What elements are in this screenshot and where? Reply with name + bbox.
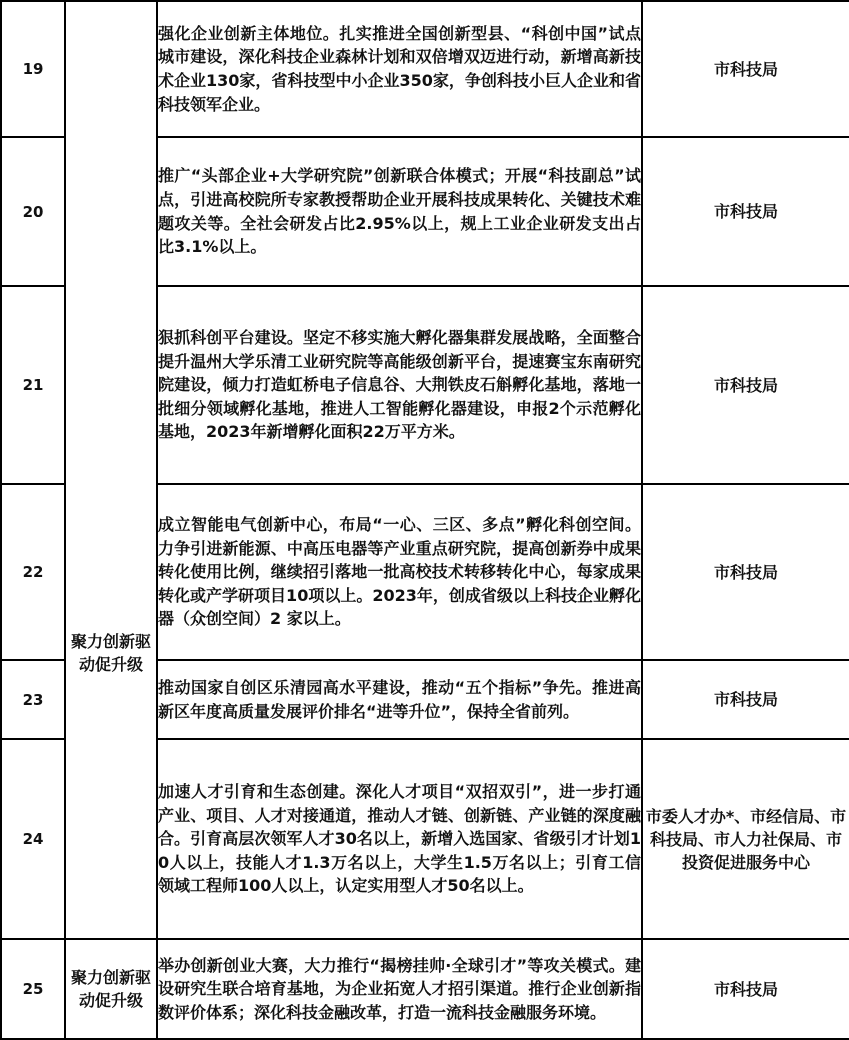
responsible-unit: 市科技局 xyxy=(642,939,849,1039)
table-row xyxy=(1,939,849,1039)
responsible-unit: 市委人才办*、市经信局、市科技局、市人力社保局、市投资促进服务中心 xyxy=(642,739,849,939)
row-number: 21 xyxy=(1,286,65,484)
task-content: 加速人才引育和生态创建。深化人才项目“双招双引”，进一步打通产业、项目、人才对接通道，推动人才链、创新链、产业链的深度融合。引育高层次领军人才30名以上，新增入选国家、省级引才计划10人以上，技能人才1.3万名以上，大学生1.5万名以上；引育工信领域工程师100人以上，认定实用型人才50名以上。 xyxy=(157,739,642,939)
responsible-unit: 市科技局 xyxy=(642,286,849,484)
row-number: 25 xyxy=(1,939,65,1039)
table-row xyxy=(1,1,849,137)
responsible-unit: 市科技局 xyxy=(642,137,849,286)
row-number: 23 xyxy=(1,660,65,739)
category-cell xyxy=(65,1,157,939)
task-content: 强化企业创新主体地位。扎实推进全国创新型县、“科创中国”试点城市建设，深化科技企业森林计划和双倍增双迈进行动，新增高新技术企业130家，省科技型中小企业350家，争创科技小巨人企业和省科技领军企业。 xyxy=(157,1,642,137)
category-label: 聚力创新驱动促升级 xyxy=(70,632,151,674)
category-label: 聚力创新驱动促升级 xyxy=(70,968,151,1010)
row-number: 22 xyxy=(1,484,65,660)
responsible-unit: 市科技局 xyxy=(642,484,849,660)
task-content: 举办创新创业大赛，大力推行“揭榜挂帅·全球引才”等攻关模式。建设研究生联合培育基地，为企业拓宽人才招引渠道。推行企业创新指数评价体系；深化科技金融改革，打造一流科技金融服务环境。 xyxy=(157,939,642,1039)
responsible-unit: 市科技局 xyxy=(642,660,849,739)
row-number: 19 xyxy=(1,1,65,137)
category-cell xyxy=(65,939,157,1039)
task-content: 推广“头部企业+大学研究院”创新联合体模式；开展“科技副总”试点，引进高校院所专家教授帮助企业开展科技成果转化、关键技术难题攻关等。全社会研发占比2.95%以上，规上工业企业研发支出占比3.1%以上。 xyxy=(157,137,642,286)
row-number: 20 xyxy=(1,137,65,286)
task-content: 推动国家自创区乐清园高水平建设，推动“五个指标”争先。推进高新区年度高质量发展评价排名“进等升位”，保持全省前列。 xyxy=(157,660,642,739)
responsible-unit: 市科技局 xyxy=(642,1,849,137)
row-number: 24 xyxy=(1,739,65,939)
task-content: 狠抓科创平台建设。坚定不移实施大孵化器集群发展战略，全面整合提升温州大学乐清工业研究院等高能级创新平台，提速赛宝东南研究院建设，倾力打造虹桥电子信息谷、大荆铁皮石斛孵化基地，落地一批细分领域孵化基地，推进人工智能孵化器建设，申报2个示范孵化基地，2023年新增孵化面积22万平方米。 xyxy=(157,286,642,484)
task-content: 成立智能电气创新中心，布局“一心、三区、多点”孵化科创空间。力争引进新能源、中高压电器等产业重点研究院，提高创新券中成果转化使用比例，继续招引落地一批高校技术转移转化中心，每家成果转化或产学研项目10项以上。2023年，创成省级以上科技企业孵化器（众创空间）2 家以上。 xyxy=(157,484,642,660)
